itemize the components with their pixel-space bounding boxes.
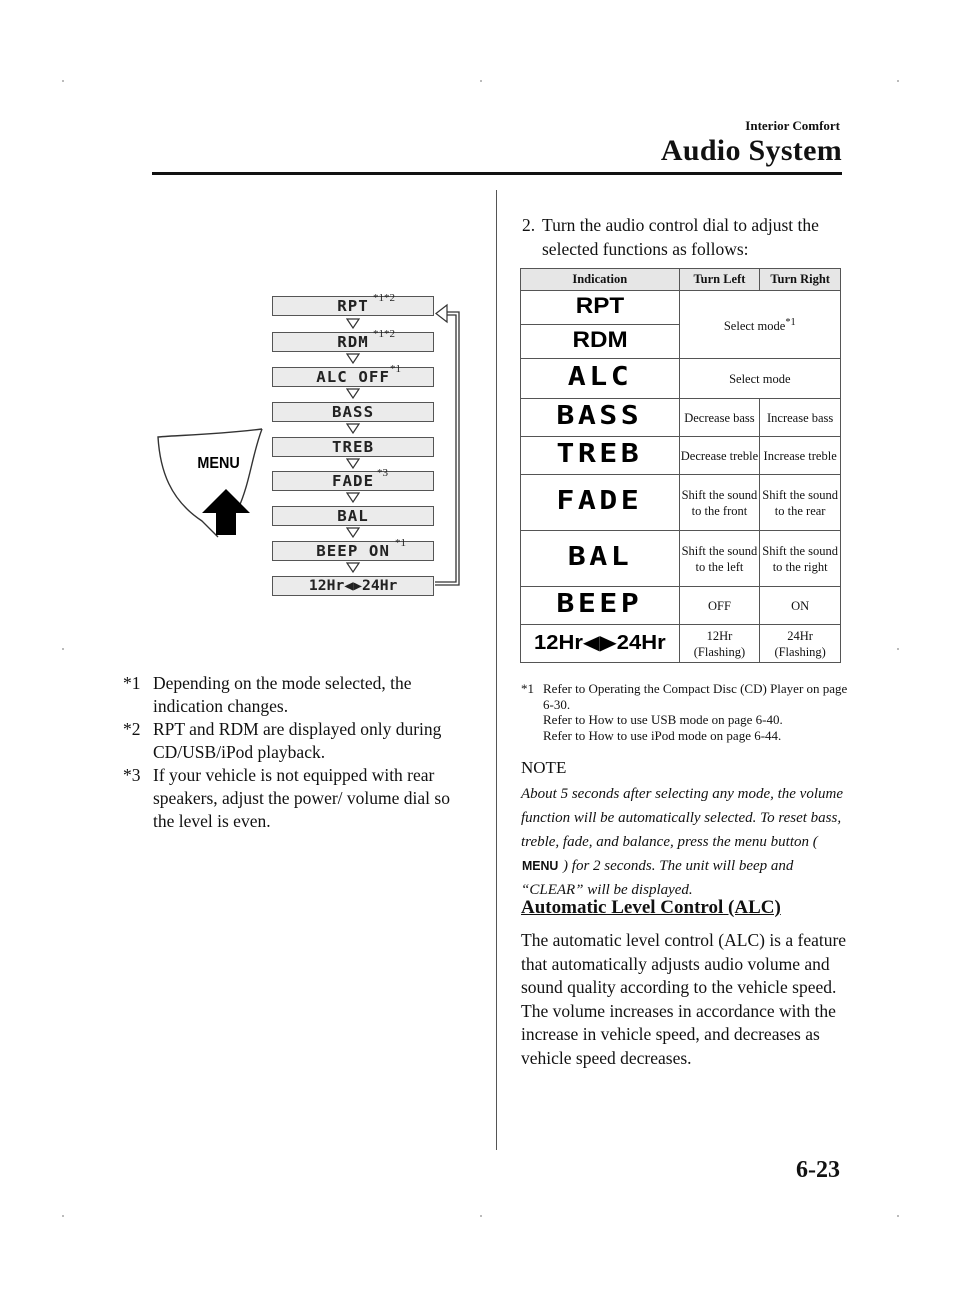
column-header: Indication xyxy=(521,269,680,291)
footnote: *2 RPT and RDM are displayed only during CD/USB/iPod playback. xyxy=(123,719,442,762)
indication-label: ALC xyxy=(567,361,632,392)
indication-table xyxy=(520,268,841,663)
crop-mark xyxy=(897,1215,899,1217)
menu-item-fade: FADE *3 xyxy=(272,471,434,491)
footnote: *1 Depending on the mode selected, the indication changes. xyxy=(123,673,412,716)
cycle-return-arrow xyxy=(434,292,464,592)
note-heading: NOTE xyxy=(521,758,567,777)
menu-item-bal: BAL xyxy=(272,506,434,526)
menu-item-rdm: RDM *1*2 xyxy=(272,332,434,352)
menu-note: *1*2 xyxy=(373,292,395,304)
turn-left-action: Shift the sound to the front xyxy=(679,475,760,531)
crop-mark xyxy=(480,80,482,82)
table-footnote: *1 Refer to Operating the Compact Disc (CD) Player on page 6-30. Refer to How to use USB mode on page 6-40. Refer to How to use iPod mode on page 6-44. xyxy=(521,681,848,743)
section-heading: Automatic Level Control (ALC) xyxy=(521,897,781,918)
menu-item-beep-on: BEEP ON *1 xyxy=(272,541,434,561)
indication-label: 12Hr◀▶24Hr xyxy=(533,631,666,654)
diagram-footnotes xyxy=(123,672,473,833)
instruction-step: 2. Turn the audio control dial to adjust the selected functions as follows: xyxy=(522,215,819,259)
turn-left-action: Shift the sound to the left xyxy=(679,531,760,587)
footnote-ref: *1 xyxy=(785,316,796,328)
indication-label: RDM xyxy=(572,327,628,352)
down-arrow-icon xyxy=(346,353,360,364)
menu-note: *1 xyxy=(395,537,406,549)
down-arrow-icon xyxy=(346,492,360,503)
table-row xyxy=(521,475,841,531)
menu-item-treb: TREB xyxy=(272,437,434,457)
indication-label: BASS xyxy=(556,400,643,431)
column-divider xyxy=(496,190,497,1150)
page-title: Audio System xyxy=(660,134,842,167)
turn-left-action: Decrease bass xyxy=(679,399,760,437)
table-row xyxy=(521,291,841,325)
turn-left-action: OFF xyxy=(679,587,760,625)
turn-right-action: Increase bass xyxy=(760,399,841,437)
down-arrow-icon xyxy=(346,458,360,469)
turn-left-action: 12Hr (Flashing) xyxy=(679,625,760,663)
menu-item-alc-off: ALC OFF *1 xyxy=(272,367,434,387)
menu-item-clock: 12Hr◀▶24Hr xyxy=(272,576,434,596)
indication-label: BAL xyxy=(567,541,632,572)
table-row xyxy=(521,437,841,475)
turn-right-action: Shift the sound to the rear xyxy=(760,475,841,531)
down-arrow-icon xyxy=(346,318,360,329)
table-row xyxy=(521,531,841,587)
turn-right-action: 24Hr (Flashing) xyxy=(760,625,841,663)
menu-note: *3 xyxy=(377,467,388,479)
menu-knob xyxy=(150,425,270,550)
crop-mark xyxy=(62,80,64,82)
table-row xyxy=(521,625,841,663)
turn-right-action: Shift the sound to the right xyxy=(760,531,841,587)
indication-label: TREB xyxy=(556,438,643,469)
indication-label: RPT xyxy=(575,293,624,318)
table-row xyxy=(521,399,841,437)
down-arrow-icon xyxy=(346,423,360,434)
crop-mark xyxy=(897,648,899,650)
down-arrow-icon xyxy=(346,388,360,399)
crop-mark xyxy=(897,80,899,82)
footnote: *3 If your vehicle is not equipped with rear speakers, adjust the power/ volume dial so the level is even. xyxy=(123,765,450,831)
menu-item-bass: BASS xyxy=(272,402,434,422)
alc-description: The automatic level control (ALC) is a feature that automatically adjusts audio volume and sound quality according to the vehicle speed. The volume increases in accordance with the increase in vehicle speed, and decreases as vehicle speed decreases. xyxy=(521,930,847,1068)
column-header: Turn Left xyxy=(679,269,760,291)
turn-left-action: Decrease treble xyxy=(679,437,760,475)
menu-note: *1 xyxy=(390,363,401,375)
table-row xyxy=(521,587,841,625)
table-header-row xyxy=(521,269,841,291)
page-number: 6-23 xyxy=(796,1157,840,1183)
column-header: Turn Right xyxy=(760,269,841,291)
turn-action: Select mode xyxy=(679,359,840,399)
crop-mark xyxy=(480,1215,482,1217)
turn-action: Select mode xyxy=(723,319,786,334)
section-label: Interior Comfort xyxy=(745,118,840,133)
turn-right-action: Increase treble xyxy=(760,437,841,475)
crop-mark xyxy=(62,1215,64,1217)
menu-item-rpt: RPT *1*2 xyxy=(272,296,434,316)
menu-button-label: MENU xyxy=(197,455,240,472)
menu-note: *1*2 xyxy=(373,328,395,340)
header-rule xyxy=(152,172,842,175)
turn-right-action: ON xyxy=(760,587,841,625)
table-row xyxy=(521,359,841,399)
down-arrow-icon xyxy=(346,562,360,573)
note-text: About 5 seconds after selecting any mode, the volume function will be automatically selected. To reset bass, treble, fade, and balance, press the menu button (MENU ) for 2 seconds. The unit will beep and “CLEAR” will be displayed. xyxy=(521,786,844,898)
indication-label: FADE xyxy=(556,485,643,516)
menu-button-icon: MENU xyxy=(521,858,559,873)
indication-label: BEEP xyxy=(556,588,643,619)
press-arrow-icon xyxy=(198,487,254,539)
down-arrow-icon xyxy=(346,527,360,538)
crop-mark xyxy=(62,648,64,650)
